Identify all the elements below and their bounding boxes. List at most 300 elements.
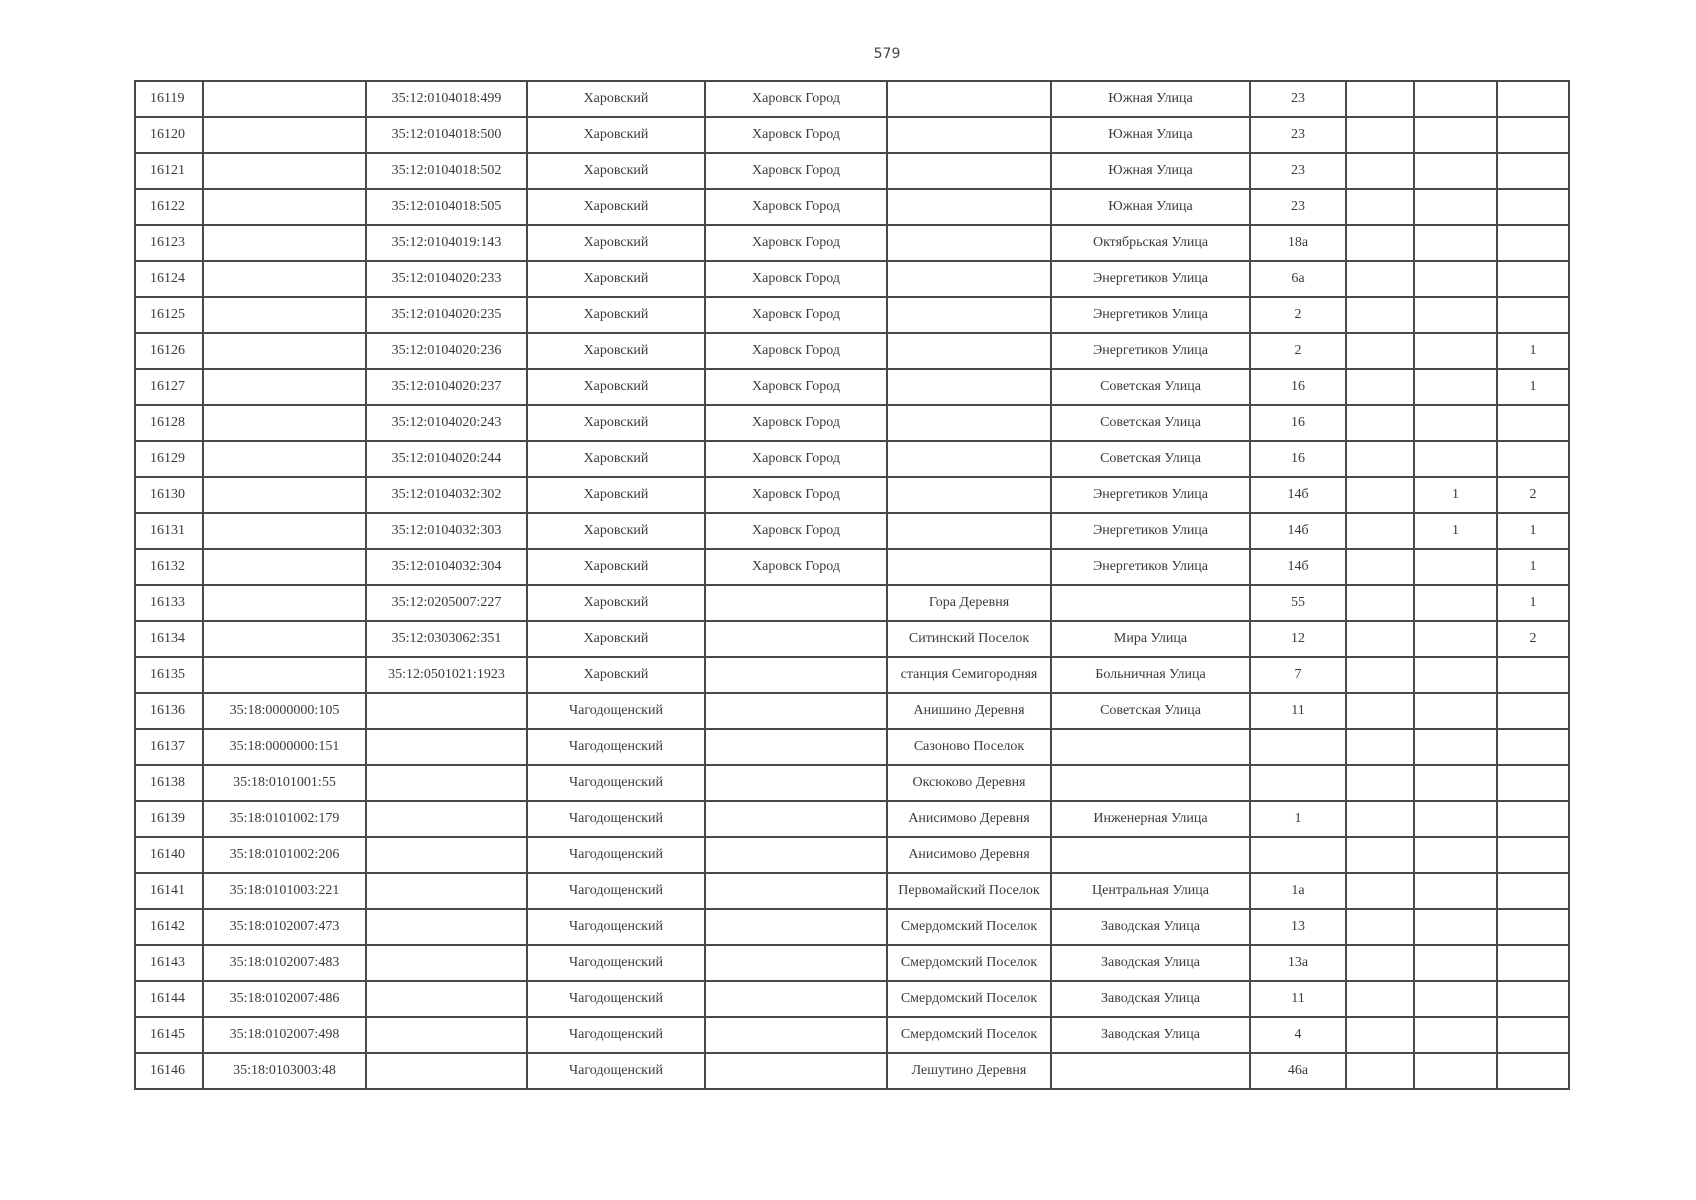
cell-count-b: 1 <box>1414 477 1497 513</box>
cell-district: Харовский <box>527 333 705 369</box>
cell-cadastral-number-b <box>366 945 527 981</box>
cell-settlement <box>887 369 1051 405</box>
cell-settlement: Смердомский Поселок <box>887 945 1051 981</box>
cell-cadastral-number-a <box>203 477 366 513</box>
cell-house-number: 1а <box>1250 873 1346 909</box>
cell-street: Энергетиков Улица <box>1051 297 1250 333</box>
cell-street: Заводская Улица <box>1051 909 1250 945</box>
cell-cadastral-number-a <box>203 441 366 477</box>
cell-count-c: 1 <box>1497 585 1569 621</box>
cell-settlement <box>887 297 1051 333</box>
cell-count-b <box>1414 801 1497 837</box>
table-row <box>135 657 1569 693</box>
cell-city <box>705 729 887 765</box>
cell-row-number: 16119 <box>135 81 203 117</box>
cell-cadastral-number-a: 35:18:0102007:483 <box>203 945 366 981</box>
cell-city <box>705 693 887 729</box>
cell-row-number: 16132 <box>135 549 203 585</box>
cell-count-a <box>1346 873 1414 909</box>
cell-city <box>705 873 887 909</box>
cell-settlement: Смердомский Поселок <box>887 1017 1051 1053</box>
registry-table-body <box>135 81 1569 1089</box>
cell-settlement <box>887 549 1051 585</box>
cell-cadastral-number-a: 35:18:0000000:151 <box>203 729 366 765</box>
cell-count-c <box>1497 765 1569 801</box>
cell-row-number: 16129 <box>135 441 203 477</box>
cell-count-c <box>1497 981 1569 1017</box>
cell-city <box>705 621 887 657</box>
cell-settlement <box>887 405 1051 441</box>
cell-cadastral-number-a <box>203 333 366 369</box>
cell-district: Чагодощенский <box>527 1017 705 1053</box>
cell-count-b <box>1414 693 1497 729</box>
cell-cadastral-number-a <box>203 369 366 405</box>
cell-settlement <box>887 153 1051 189</box>
cell-count-a <box>1346 225 1414 261</box>
cell-cadastral-number-b <box>366 693 527 729</box>
cell-count-b: 1 <box>1414 513 1497 549</box>
cell-house-number: 23 <box>1250 117 1346 153</box>
cell-street: Заводская Улица <box>1051 1017 1250 1053</box>
cell-count-a <box>1346 765 1414 801</box>
cell-house-number: 14б <box>1250 477 1346 513</box>
cell-cadastral-number-b <box>366 801 527 837</box>
cell-city: Харовск Город <box>705 549 887 585</box>
cell-house-number: 1 <box>1250 801 1346 837</box>
cell-street: Советская Улица <box>1051 693 1250 729</box>
cell-street <box>1051 765 1250 801</box>
cell-district: Чагодощенский <box>527 801 705 837</box>
cell-count-b <box>1414 153 1497 189</box>
cell-house-number: 2 <box>1250 297 1346 333</box>
cell-street: Инженерная Улица <box>1051 801 1250 837</box>
cell-cadastral-number-b <box>366 729 527 765</box>
cell-row-number: 16121 <box>135 153 203 189</box>
cell-cadastral-number-b: 35:12:0501021:1923 <box>366 657 527 693</box>
table-row <box>135 801 1569 837</box>
cell-count-b <box>1414 297 1497 333</box>
cell-house-number <box>1250 765 1346 801</box>
cell-count-a <box>1346 981 1414 1017</box>
cell-row-number: 16142 <box>135 909 203 945</box>
cell-settlement: Гора Деревня <box>887 585 1051 621</box>
cell-count-a <box>1346 585 1414 621</box>
cell-settlement <box>887 477 1051 513</box>
cell-count-a <box>1346 945 1414 981</box>
cell-cadastral-number-b: 35:12:0205007:227 <box>366 585 527 621</box>
cell-district: Харовский <box>527 189 705 225</box>
cell-street: Энергетиков Улица <box>1051 513 1250 549</box>
cell-row-number: 16131 <box>135 513 203 549</box>
cell-house-number: 16 <box>1250 405 1346 441</box>
table-row <box>135 405 1569 441</box>
cell-row-number: 16143 <box>135 945 203 981</box>
cell-city <box>705 909 887 945</box>
cell-settlement: Смердомский Поселок <box>887 981 1051 1017</box>
page-number: 579 <box>873 46 901 62</box>
cell-count-a <box>1346 297 1414 333</box>
cell-count-c <box>1497 909 1569 945</box>
cell-count-b <box>1414 1053 1497 1089</box>
cell-city: Харовск Город <box>705 369 887 405</box>
cell-city <box>705 945 887 981</box>
cell-count-a <box>1346 1017 1414 1053</box>
cell-count-b <box>1414 441 1497 477</box>
cell-count-c: 1 <box>1497 549 1569 585</box>
cell-count-a <box>1346 909 1414 945</box>
cell-count-a <box>1346 801 1414 837</box>
cell-cadastral-number-b <box>366 837 527 873</box>
cell-district: Харовский <box>527 513 705 549</box>
cell-settlement <box>887 117 1051 153</box>
cell-count-a <box>1346 729 1414 765</box>
cell-count-c <box>1497 81 1569 117</box>
cell-count-c: 1 <box>1497 513 1569 549</box>
cell-count-c: 2 <box>1497 477 1569 513</box>
registry-table <box>134 80 1570 1090</box>
cell-street: Советская Улица <box>1051 369 1250 405</box>
cell-settlement: станция Семигородняя <box>887 657 1051 693</box>
cell-district: Харовский <box>527 153 705 189</box>
cell-district: Чагодощенский <box>527 873 705 909</box>
cell-count-b <box>1414 225 1497 261</box>
cell-house-number: 12 <box>1250 621 1346 657</box>
table-row <box>135 513 1569 549</box>
cell-city: Харовск Город <box>705 189 887 225</box>
table-row <box>135 909 1569 945</box>
cell-city <box>705 981 887 1017</box>
cell-cadastral-number-b <box>366 1017 527 1053</box>
cell-count-a <box>1346 405 1414 441</box>
cell-cadastral-number-b: 35:12:0303062:351 <box>366 621 527 657</box>
cell-city <box>705 1017 887 1053</box>
cell-house-number: 4 <box>1250 1017 1346 1053</box>
cell-settlement: Анишино Деревня <box>887 693 1051 729</box>
cell-row-number: 16127 <box>135 369 203 405</box>
cell-count-c <box>1497 153 1569 189</box>
cell-count-a <box>1346 333 1414 369</box>
cell-row-number: 16120 <box>135 117 203 153</box>
cell-street: Советская Улица <box>1051 405 1250 441</box>
cell-house-number: 6а <box>1250 261 1346 297</box>
cell-district: Чагодощенский <box>527 981 705 1017</box>
cell-count-b <box>1414 261 1497 297</box>
cell-cadastral-number-b: 35:12:0104032:302 <box>366 477 527 513</box>
cell-count-b <box>1414 909 1497 945</box>
cell-house-number: 11 <box>1250 981 1346 1017</box>
cell-count-c: 1 <box>1497 369 1569 405</box>
cell-count-a <box>1346 153 1414 189</box>
cell-cadastral-number-b: 35:12:0104020:244 <box>366 441 527 477</box>
cell-house-number: 2 <box>1250 333 1346 369</box>
cell-cadastral-number-a <box>203 189 366 225</box>
cell-house-number: 46а <box>1250 1053 1346 1089</box>
cell-count-a <box>1346 81 1414 117</box>
cell-count-a <box>1346 837 1414 873</box>
cell-cadastral-number-b: 35:12:0104020:233 <box>366 261 527 297</box>
table-row <box>135 729 1569 765</box>
table-row <box>135 1053 1569 1089</box>
cell-count-c <box>1497 117 1569 153</box>
cell-district: Чагодощенский <box>527 837 705 873</box>
cell-cadastral-number-a: 35:18:0103003:48 <box>203 1053 366 1089</box>
cell-count-b <box>1414 189 1497 225</box>
cell-street <box>1051 729 1250 765</box>
cell-count-b <box>1414 369 1497 405</box>
cell-cadastral-number-b: 35:12:0104032:304 <box>366 549 527 585</box>
cell-count-a <box>1346 549 1414 585</box>
table-row <box>135 621 1569 657</box>
cell-row-number: 16133 <box>135 585 203 621</box>
cell-city: Харовск Город <box>705 513 887 549</box>
cell-cadastral-number-a <box>203 405 366 441</box>
cell-house-number: 16 <box>1250 441 1346 477</box>
cell-count-b <box>1414 585 1497 621</box>
cell-city: Харовск Город <box>705 261 887 297</box>
cell-count-c <box>1497 657 1569 693</box>
table-row <box>135 225 1569 261</box>
cell-row-number: 16122 <box>135 189 203 225</box>
cell-count-b <box>1414 81 1497 117</box>
cell-cadastral-number-a: 35:18:0102007:498 <box>203 1017 366 1053</box>
cell-street <box>1051 1053 1250 1089</box>
cell-district: Чагодощенский <box>527 765 705 801</box>
cell-house-number: 14б <box>1250 549 1346 585</box>
cell-street: Энергетиков Улица <box>1051 261 1250 297</box>
cell-cadastral-number-b: 35:12:0104018:500 <box>366 117 527 153</box>
cell-district: Чагодощенский <box>527 729 705 765</box>
table-row <box>135 153 1569 189</box>
cell-cadastral-number-a <box>203 657 366 693</box>
cell-street: Центральная Улица <box>1051 873 1250 909</box>
cell-city: Харовск Город <box>705 117 887 153</box>
cell-count-c <box>1497 801 1569 837</box>
cell-cadastral-number-a: 35:18:0102007:473 <box>203 909 366 945</box>
cell-cadastral-number-a <box>203 549 366 585</box>
cell-settlement <box>887 441 1051 477</box>
cell-settlement: Смердомский Поселок <box>887 909 1051 945</box>
cell-city: Харовск Город <box>705 297 887 333</box>
cell-city: Харовск Город <box>705 81 887 117</box>
cell-cadastral-number-b: 35:12:0104020:236 <box>366 333 527 369</box>
cell-count-c <box>1497 297 1569 333</box>
cell-district: Харовский <box>527 81 705 117</box>
table-row <box>135 981 1569 1017</box>
cell-cadastral-number-a <box>203 117 366 153</box>
cell-count-c <box>1497 225 1569 261</box>
table-row <box>135 765 1569 801</box>
cell-count-c <box>1497 837 1569 873</box>
cell-city <box>705 1053 887 1089</box>
cell-street: Южная Улица <box>1051 81 1250 117</box>
cell-city: Харовск Город <box>705 153 887 189</box>
cell-settlement: Лешутино Деревня <box>887 1053 1051 1089</box>
cell-row-number: 16144 <box>135 981 203 1017</box>
cell-cadastral-number-b: 35:12:0104018:502 <box>366 153 527 189</box>
cell-count-c: 2 <box>1497 621 1569 657</box>
table-row <box>135 297 1569 333</box>
cell-house-number: 7 <box>1250 657 1346 693</box>
cell-count-c <box>1497 873 1569 909</box>
cell-district: Харовский <box>527 441 705 477</box>
cell-house-number: 55 <box>1250 585 1346 621</box>
cell-street: Энергетиков Улица <box>1051 477 1250 513</box>
cell-cadastral-number-b: 35:12:0104032:303 <box>366 513 527 549</box>
cell-cadastral-number-a <box>203 261 366 297</box>
cell-city <box>705 801 887 837</box>
cell-count-c <box>1497 693 1569 729</box>
cell-count-a <box>1346 1053 1414 1089</box>
cell-count-a <box>1346 369 1414 405</box>
table-row <box>135 585 1569 621</box>
cell-count-c <box>1497 261 1569 297</box>
cell-city <box>705 837 887 873</box>
cell-count-a <box>1346 117 1414 153</box>
cell-row-number: 16128 <box>135 405 203 441</box>
cell-district: Харовский <box>527 225 705 261</box>
cell-district: Харовский <box>527 657 705 693</box>
cell-count-a <box>1346 621 1414 657</box>
cell-count-b <box>1414 405 1497 441</box>
table-row <box>135 117 1569 153</box>
cell-settlement: Оксюково Деревня <box>887 765 1051 801</box>
cell-row-number: 16139 <box>135 801 203 837</box>
cell-cadastral-number-a: 35:18:0101001:55 <box>203 765 366 801</box>
cell-settlement: Ситинский Поселок <box>887 621 1051 657</box>
cell-count-b <box>1414 729 1497 765</box>
table-row <box>135 261 1569 297</box>
cell-district: Харовский <box>527 549 705 585</box>
cell-cadastral-number-a: 35:18:0101002:179 <box>203 801 366 837</box>
cell-cadastral-number-a <box>203 225 366 261</box>
table-row <box>135 81 1569 117</box>
cell-district: Чагодощенский <box>527 1053 705 1089</box>
cell-count-c <box>1497 189 1569 225</box>
cell-row-number: 16124 <box>135 261 203 297</box>
cell-row-number: 16126 <box>135 333 203 369</box>
cell-count-c <box>1497 1053 1569 1089</box>
cell-street <box>1051 837 1250 873</box>
cell-district: Харовский <box>527 369 705 405</box>
cell-settlement: Первомайский Поселок <box>887 873 1051 909</box>
cell-cadastral-number-a <box>203 81 366 117</box>
cell-count-b <box>1414 333 1497 369</box>
cell-count-b <box>1414 837 1497 873</box>
cell-street: Заводская Улица <box>1051 945 1250 981</box>
cell-cadastral-number-a <box>203 153 366 189</box>
cell-count-b <box>1414 873 1497 909</box>
cell-district: Харовский <box>527 405 705 441</box>
cell-street <box>1051 585 1250 621</box>
cell-cadastral-number-a <box>203 585 366 621</box>
cell-settlement <box>887 513 1051 549</box>
cell-street: Южная Улица <box>1051 153 1250 189</box>
cell-row-number: 16140 <box>135 837 203 873</box>
cell-row-number: 16125 <box>135 297 203 333</box>
table-row <box>135 477 1569 513</box>
cell-cadastral-number-a <box>203 297 366 333</box>
cell-settlement <box>887 333 1051 369</box>
cell-street: Советская Улица <box>1051 441 1250 477</box>
cell-cadastral-number-b: 35:12:0104019:143 <box>366 225 527 261</box>
cell-count-b <box>1414 1017 1497 1053</box>
cell-count-b <box>1414 945 1497 981</box>
cell-district: Чагодощенский <box>527 909 705 945</box>
table-row <box>135 873 1569 909</box>
cell-row-number: 16123 <box>135 225 203 261</box>
cell-cadastral-number-b: 35:12:0104018:499 <box>366 81 527 117</box>
cell-row-number: 16138 <box>135 765 203 801</box>
cell-house-number: 23 <box>1250 153 1346 189</box>
cell-count-c <box>1497 1017 1569 1053</box>
cell-cadastral-number-b: 35:12:0104020:237 <box>366 369 527 405</box>
cell-cadastral-number-a <box>203 513 366 549</box>
cell-count-b <box>1414 765 1497 801</box>
cell-count-a <box>1346 261 1414 297</box>
cell-cadastral-number-a: 35:18:0000000:105 <box>203 693 366 729</box>
cell-cadastral-number-b <box>366 909 527 945</box>
cell-cadastral-number-b: 35:12:0104018:505 <box>366 189 527 225</box>
cell-house-number: 18а <box>1250 225 1346 261</box>
table-row <box>135 693 1569 729</box>
cell-count-b <box>1414 621 1497 657</box>
cell-street: Южная Улица <box>1051 117 1250 153</box>
cell-district: Чагодощенский <box>527 945 705 981</box>
cell-settlement <box>887 261 1051 297</box>
cell-street: Мира Улица <box>1051 621 1250 657</box>
cell-house-number: 14б <box>1250 513 1346 549</box>
table-row <box>135 189 1569 225</box>
table-row <box>135 333 1569 369</box>
cell-cadastral-number-a: 35:18:0102007:486 <box>203 981 366 1017</box>
cell-street: Больничная Улица <box>1051 657 1250 693</box>
cell-city: Харовск Город <box>705 477 887 513</box>
cell-district: Харовский <box>527 621 705 657</box>
cell-city <box>705 585 887 621</box>
cell-count-a <box>1346 513 1414 549</box>
table-row <box>135 369 1569 405</box>
cell-city: Харовск Город <box>705 225 887 261</box>
cell-count-b <box>1414 117 1497 153</box>
cell-count-a <box>1346 189 1414 225</box>
cell-house-number: 13 <box>1250 909 1346 945</box>
cell-row-number: 16146 <box>135 1053 203 1089</box>
cell-row-number: 16130 <box>135 477 203 513</box>
cell-count-a <box>1346 693 1414 729</box>
cell-house-number: 23 <box>1250 189 1346 225</box>
table-row <box>135 1017 1569 1053</box>
cell-district: Харовский <box>527 117 705 153</box>
table-row <box>135 441 1569 477</box>
cell-house-number: 11 <box>1250 693 1346 729</box>
cell-district: Харовский <box>527 585 705 621</box>
cell-count-b <box>1414 549 1497 585</box>
cell-street: Южная Улица <box>1051 189 1250 225</box>
cell-city <box>705 765 887 801</box>
cell-settlement <box>887 225 1051 261</box>
cell-street: Октябрьская Улица <box>1051 225 1250 261</box>
cell-row-number: 16134 <box>135 621 203 657</box>
cell-count-c <box>1497 945 1569 981</box>
cell-cadastral-number-b <box>366 765 527 801</box>
cell-city <box>705 657 887 693</box>
cell-street: Энергетиков Улица <box>1051 549 1250 585</box>
cell-row-number: 16145 <box>135 1017 203 1053</box>
cell-row-number: 16137 <box>135 729 203 765</box>
cell-row-number: 16135 <box>135 657 203 693</box>
cell-settlement: Анисимово Деревня <box>887 801 1051 837</box>
cell-cadastral-number-b <box>366 981 527 1017</box>
